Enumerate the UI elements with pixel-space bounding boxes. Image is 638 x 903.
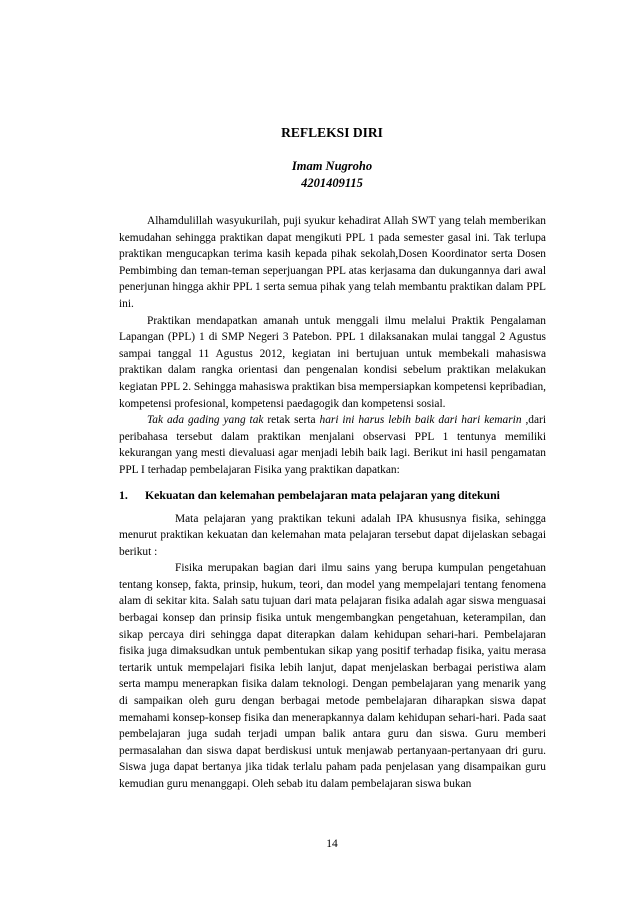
proverb-italic-b: hari ini harus lebih baik dari hari kemarin bbox=[319, 414, 522, 427]
page-title: REFLEKSI DIRI bbox=[281, 125, 383, 140]
proverb-text-a: retak serta bbox=[267, 414, 316, 427]
author-id: 4201409115 bbox=[301, 176, 363, 190]
page-number: 14 bbox=[326, 838, 338, 850]
paragraph-proverb bbox=[119, 412, 546, 478]
author-block bbox=[0, 158, 638, 192]
section-number: 1. bbox=[119, 487, 128, 502]
author-name: Imam Nugroho bbox=[291, 159, 373, 173]
paragraph-gratitude: Alhamdulillah wasyukurilah, puji syukur kehadirat Allah SWT yang telah memberikan kemudahan sehingga praktikan dapat mengikuti PPL 1 pada semester gasal ini. Tak terlupa praktikan mengucapkan terima kasih kepada pihak sekolah,Dosen Koordinator serta Dosen Pembimbing dan teman-teman seperjuangan PPL atas kerjasama dan dukungannya dari awal penerjunan hingga akhir PPL 1 serta semua pihak yang telah membantu praktikan dalam PPL ini. bbox=[119, 215, 546, 310]
paragraph-ppl-overview: Praktikan mendapatkan amanah untuk menggali ilmu melalui Praktik Pengalaman Lapangan (PPL) 1 di SMP Negeri 3 Patebon. PPL 1 dilaksanakan mulai tanggal 2 Agustus sampai tanggal 11 Agustus 2012, kegiatan ini bertujuan untuk membekali mahasiswa praktikan dalam rangka orientasi dan pengenalan kondisi sebelum praktikan melakukan kegiatan PPL 2. Sehingga mahasiswa praktikan bisa mempersiapkan kompetensi kepribadian, kompetensi profesional, kompetensi paedagogik dan kompetensi sosial. bbox=[119, 314, 546, 410]
section-paragraph-physics: Fisika merupakan bagian dari ilmu sains yang berupa kumpulan pengetahuan tentang konsep, fakta, prinsip, hukum, teori, dan model yang mempelajari tentang fenomena alam di sekitar kita. Salah satu tujuan dari mata pelajaran fisika adalah agar siswa menguasai berbagai konsep dan prinsip fisika untuk mengembangkan pengetahuan, keterampilan, dan sikap percaya diri sehingga dapat diterapkan dalam kehidupan sehari-hari. Pembelajaran fisika juga dimaksudkan untuk pembentukan sikap yang positif terhadap fisika, yaitu merasa tertarik untuk mempelajari fisika lebih lanjut, dapat menjelaskan berbagai peristiwa alam serta mampu menerapkan fisika dalam teknologi. Dengan pembelajaran yang menarik yang di sampaikan oleh guru dengan berbagai metode pembelajaran diharapkan siswa dapat memahami konsep-konsep fisika dan menerapkannya dalam kehidupan sehari-hari. Pada saat pembelajaran juga sudah terjadi umpan balik antara guru dan siswa. Guru memberi permasalahan dan siswa dapat berdiskusi untuk menjawab pertanyaan-pertanyaan dri guru. Siswa juga dapat bertanya jika tidak terlalu paham pada penjelasan yang disampaikan guru kemudian guru menanggapi. Oleh sebab itu dalam pembelajaran siswa bukan bbox=[119, 562, 546, 790]
section-heading bbox=[119, 487, 546, 503]
proverb-text-b: ,dari peribahasa tersebut dalam praktikan menjalani observasi PPL 1 tentunya memiliki kekurangan yang mesti dievaluasi agar menjadi lebih baik lagi. Berikut ini hasil pengamatan PPL I terhadap pembelajaran Fisika yang praktikan dapatkan: bbox=[119, 414, 547, 476]
section-paragraph-intro: Mata pelajaran yang praktikan tekuni adalah IPA khususnya fisika, sehingga menurut praktikan kekuatan dan kelemahan mata pelajaran tersebut dapat dijelaskan sebagai berikut : bbox=[119, 512, 546, 558]
document-body bbox=[119, 213, 546, 793]
section-title: Kekuatan dan kelemahan pembelajaran mata pelajaran yang ditekuni bbox=[145, 487, 500, 502]
proverb-italic-a: Tak ada gading yang tak bbox=[147, 414, 264, 427]
